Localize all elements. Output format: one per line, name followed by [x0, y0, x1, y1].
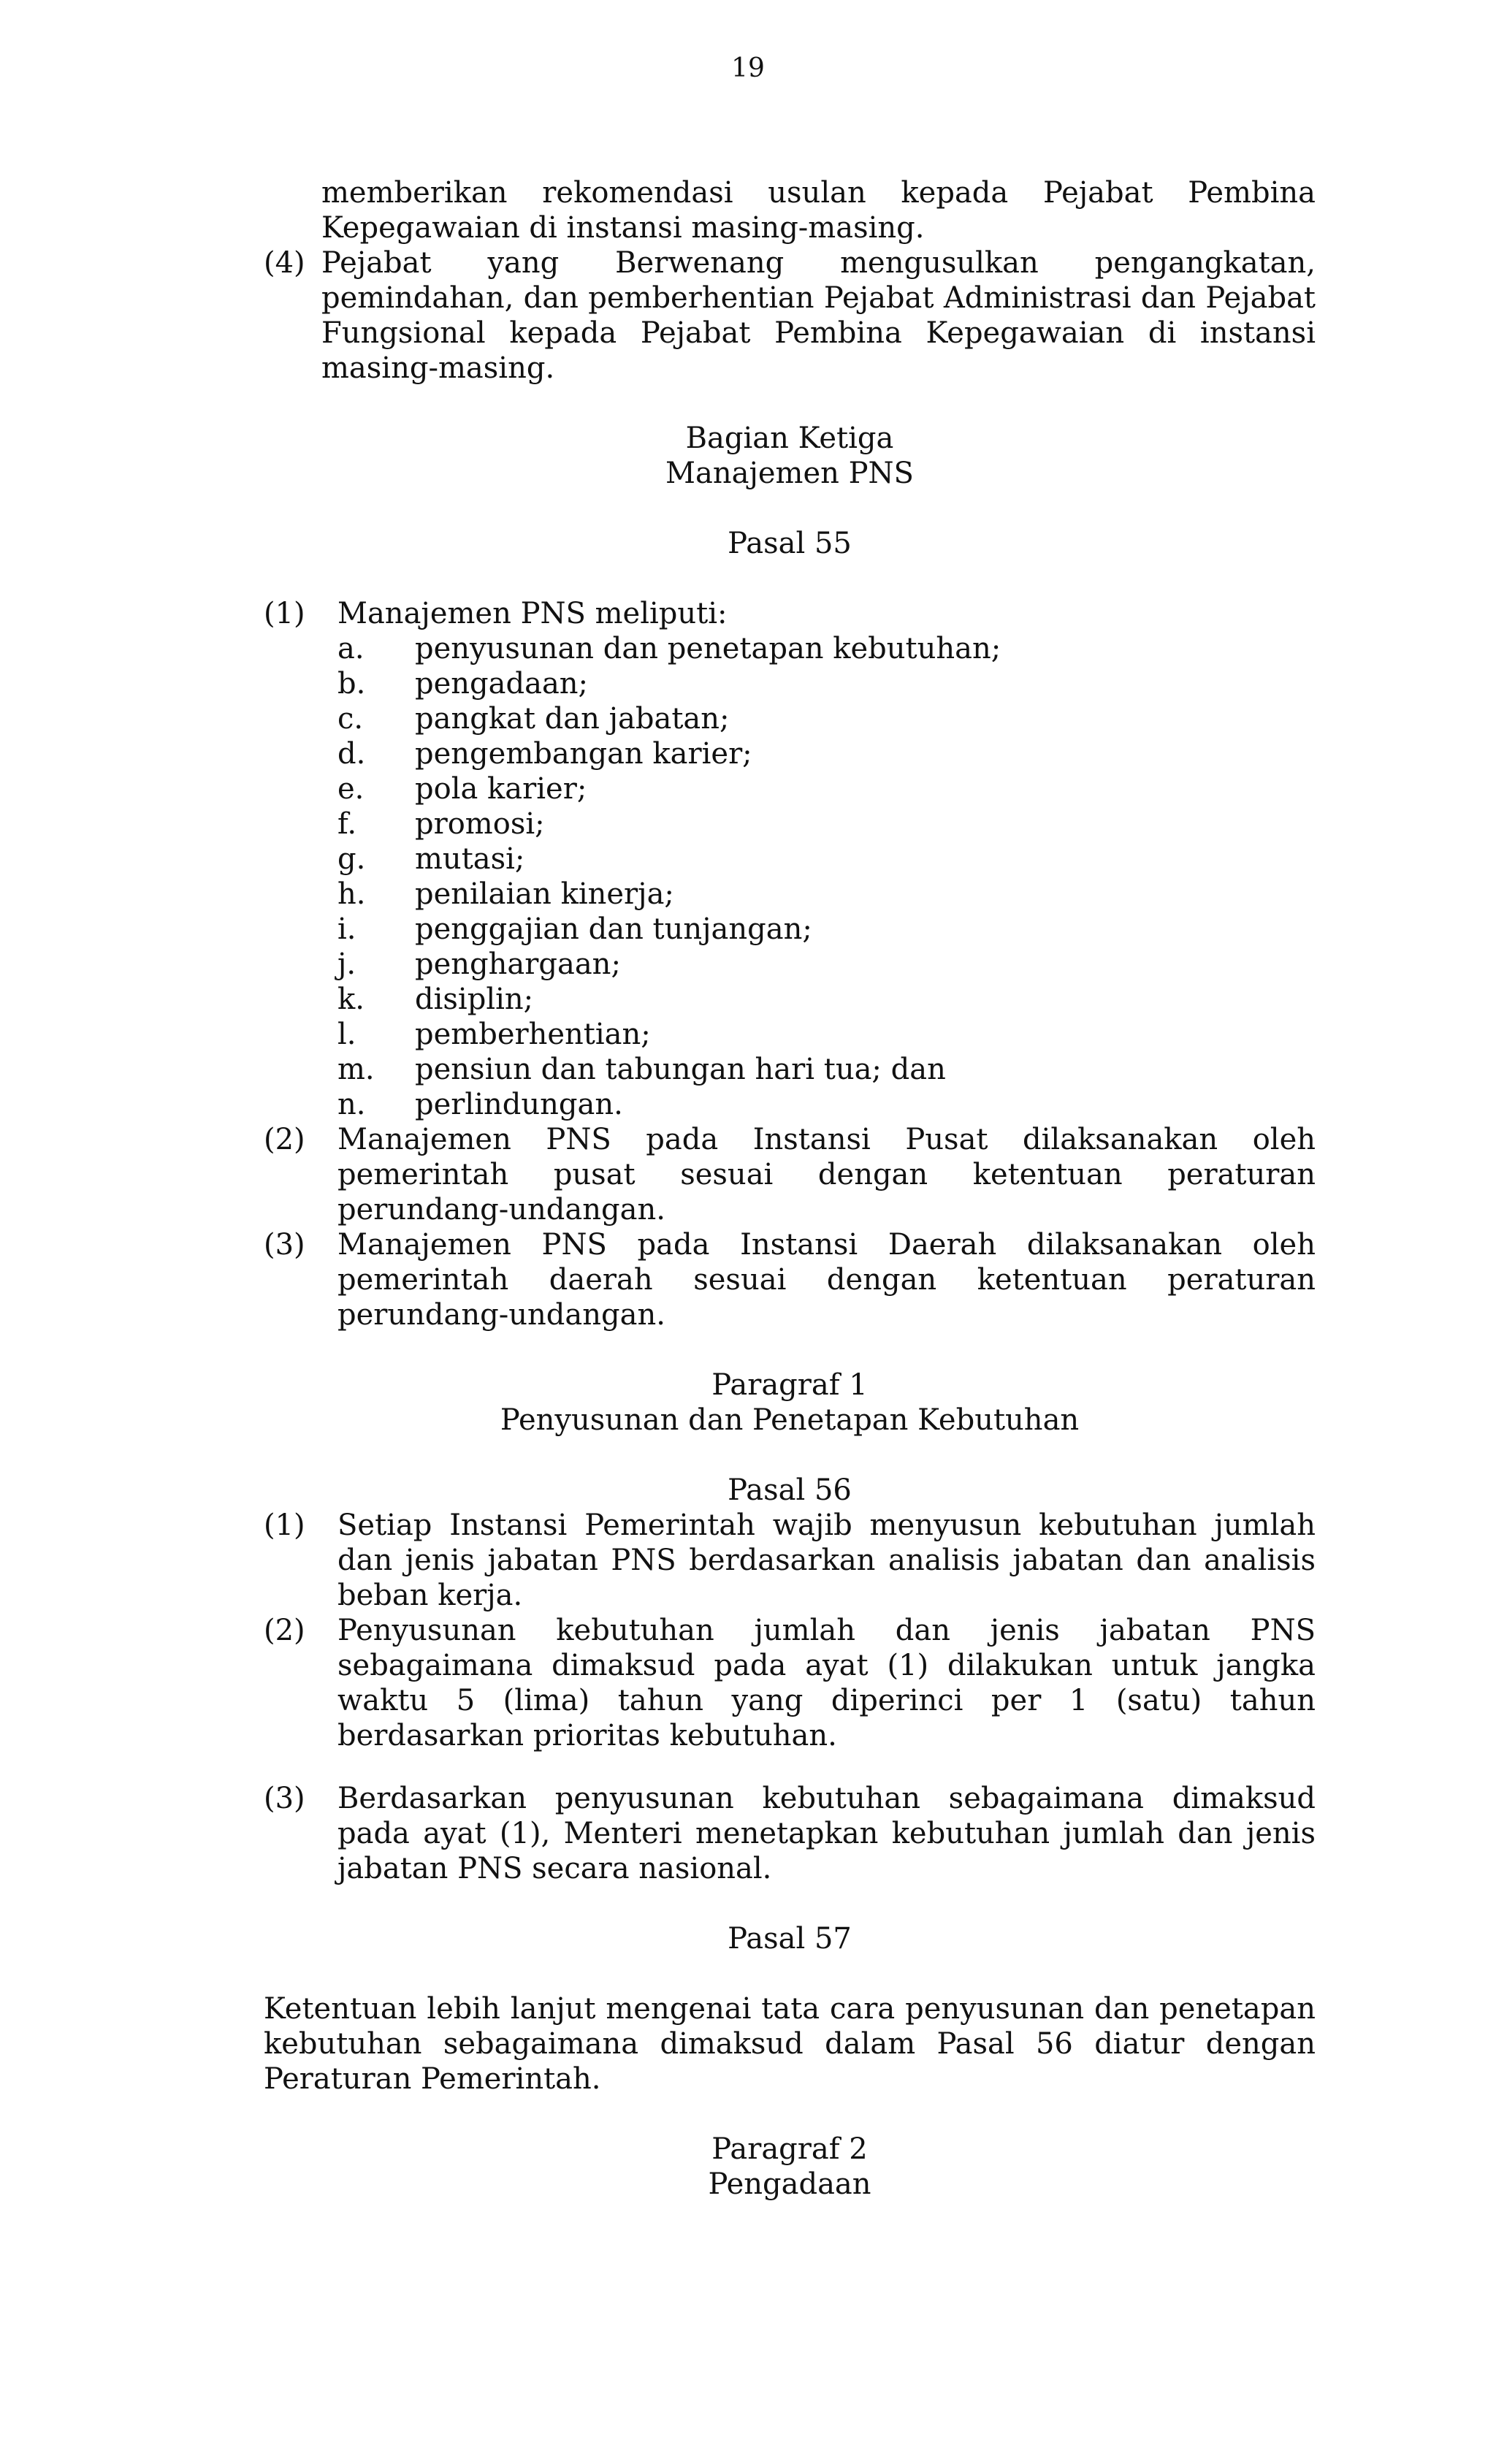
ayat-text: Manajemen PNS meliputi:: [337, 597, 728, 630]
item-letter: c.: [337, 702, 364, 736]
list-item: [337, 947, 1316, 982]
list-item: [337, 1087, 1316, 1122]
bagian-title: Manajemen PNS: [665, 457, 914, 490]
pasal-56-heading: Pasal 56: [728, 1473, 852, 1507]
management-items-list: [264, 631, 1316, 1122]
item-text: penilaian kinerja;: [415, 877, 674, 911]
paragraf-2-title: Pengadaan: [708, 2167, 871, 2201]
ayat-text: Setiap Instansi Pemerintah wajib menyusun kebutuhan jumlah dan jenis jabatan PNS berdasarkan analisis jabatan dan analisis beban kerja.: [337, 1508, 1316, 1612]
ayat-text: Pejabat yang Berwenang mengusulkan pengangkatan, pemindahan, dan pemberhentian Pejabat Administrasi dan Pejabat Fungsional kepada Pejabat Pembina Kepegawaian di instansi masing-masing.: [321, 246, 1316, 385]
list-item: [337, 982, 1316, 1017]
item-letter: d.: [337, 737, 366, 771]
list-item: [337, 877, 1316, 912]
item-text: disiplin;: [415, 983, 534, 1016]
bagian-heading: Bagian Ketiga: [685, 422, 894, 455]
paragraf-1-heading: Paragraf 1: [711, 1368, 868, 1402]
item-text: pola karier;: [415, 772, 587, 806]
ayat-text: Manajemen PNS pada Instansi Pusat dilaksanakan oleh pemerintah pusat sesuai dengan ketentuan peraturan perundang-undangan.: [337, 1123, 1316, 1227]
ayat-number: (3): [264, 1228, 305, 1262]
pasal-55-ayat-3: [264, 1227, 1316, 1332]
item-letter: j.: [337, 947, 356, 981]
pasal-55-ayat-2: [264, 1122, 1316, 1227]
list-item: [337, 666, 1316, 701]
ayat-text: Manajemen PNS pada Instansi Daerah dilaksanakan oleh pemerintah daerah sesuai dengan ketentuan peraturan perundang-undangan.: [337, 1228, 1316, 1332]
item-text: pengadaan;: [415, 667, 589, 701]
item-text: perlindungan.: [415, 1088, 623, 1121]
item-text: pangkat dan jabatan;: [415, 702, 730, 736]
list-item: [337, 631, 1316, 666]
item-letter: m.: [337, 1053, 375, 1086]
pasal-56-ayat-3: [264, 1781, 1316, 1886]
item-text: penyusunan dan penetapan kebutuhan;: [415, 632, 1001, 665]
item-letter: h.: [337, 877, 366, 911]
list-item: [337, 771, 1316, 806]
document-body: [264, 175, 1316, 2202]
list-item: [337, 736, 1316, 771]
item-letter: i.: [337, 912, 356, 946]
item-letter: b.: [337, 667, 366, 701]
list-item: [337, 701, 1316, 736]
ayat-text: Berdasarkan penyusunan kebutuhan sebagaimana dimaksud pada ayat (1), Menteri menetapkan kebutuhan jumlah dan jenis jabatan PNS secara nasional.: [337, 1782, 1316, 1885]
paragraf-2-heading: Paragraf 2: [711, 2132, 868, 2166]
item-letter: k.: [337, 983, 365, 1016]
ayat-4: [264, 245, 1316, 386]
paragraf-1-title: Penyusunan dan Penetapan Kebutuhan: [500, 1403, 1080, 1437]
ayat-text: Penyusunan kebutuhan jumlah dan jenis jabatan PNS sebagaimana dimaksud pada ayat (1) dilakukan untuk jangka waktu 5 (lima) tahun yang diperinci per 1 (satu) tahun berdasarkan prioritas kebutuhan.: [337, 1614, 1316, 1752]
item-text: mutasi;: [415, 842, 525, 876]
list-item: [337, 806, 1316, 842]
pasal-55-ayat-1: [264, 596, 1316, 631]
item-letter: e.: [337, 772, 365, 806]
ayat-number: (2): [264, 1123, 305, 1156]
pasal-55-heading: Pasal 55: [728, 527, 852, 560]
ayat-number: (2): [264, 1614, 305, 1647]
item-text: promosi;: [415, 807, 545, 841]
pasal-57-text: Ketentuan lebih lanjut mengenai tata cara penyusunan dan penetapan kebutuhan sebagaimana dimaksud dalam Pasal 56 diatur dengan Peraturan Pemerintah.: [264, 1992, 1316, 2096]
ayat-number: (4): [264, 246, 305, 280]
item-letter: l.: [337, 1018, 356, 1051]
item-text: penghargaan;: [415, 947, 621, 981]
pasal-56-ayat-1: [264, 1508, 1316, 1613]
list-item: [337, 1052, 1316, 1087]
ayat-number: (1): [264, 1508, 305, 1542]
item-text: penggajian dan tunjangan;: [415, 912, 812, 946]
pasal-57-heading: Pasal 57: [728, 1922, 852, 1956]
item-letter: f.: [337, 807, 357, 841]
item-text: pengembangan karier;: [415, 737, 752, 771]
list-item: [337, 912, 1316, 947]
ayat-number: (1): [264, 597, 305, 630]
pasal-56-ayat-2: [264, 1613, 1316, 1753]
list-item: [337, 1017, 1316, 1052]
list-item: [337, 842, 1316, 877]
item-letter: n.: [337, 1088, 366, 1121]
item-text: pemberhentian;: [415, 1018, 651, 1051]
ayat-number: (3): [264, 1782, 305, 1815]
item-text: pensiun dan tabungan hari tua; dan: [415, 1053, 946, 1086]
page-number: 19: [731, 53, 765, 83]
continuation-paragraph: memberikan rekomendasi usulan kepada Pejabat Pembina Kepegawaian di instansi masing-masing.: [321, 176, 1316, 245]
item-letter: g.: [337, 842, 366, 876]
item-letter: a.: [337, 632, 365, 665]
